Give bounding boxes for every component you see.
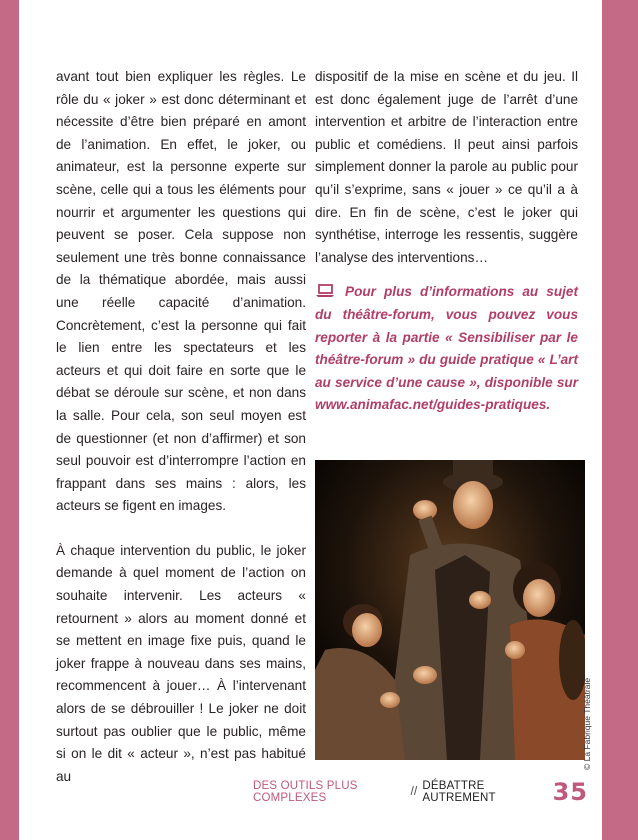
theatre-photo [315,460,585,760]
info-note-text: Pour plus d’informations au sujet du théâtre-forum, vous pouvez vous reporter à la partie « Sensibiliser par le théâtre-forum » du guide pratique « L’art au service d’une cause », disponible sur www.animafac.net/guides-pratiques. [315,284,578,413]
photo-credit: © La Fabrique Théâtrale [582,677,592,770]
footer-separator: // [410,786,418,798]
right-paragraph-1: dispositif de la mise en scène et du jeu. Il est donc également juge de l’arrêt d’une intervention et arbitre de l’interaction entre public et comédiens. Il peut ainsi parfois simplement donner la parole au public pour qu’il s’exprime, sans « jouer » ce qu’il a à dire. En fin de scène, c’est le joker qui synthétise, interroge les ressentis, suggère l’analyse des interventions… [315,69,578,265]
left-paragraph-1: avant tout bien expliquer les règles. Le rôle du « joker » est donc déterminant et nécessite d’être bien préparé en amont de l’animation. En effet, le joker, ou animateur, est la personne experte sur scène, celle qui a tous les éléments pour nourrir et argumenter les questions qui peuvent se poser. Cela suppose non seulement une très bonne connaissance de la thématique abordée, mais aussi une réelle capacité d’animation. Concrètement, c’est la personne qui fait le lien entre les spectateurs et les acteurs et qui doit faire en sorte que le débat se déroule sur scène, et non dans la salle. Pour cela, son seul moyen est de questionner (et non d’affirmer) et son seul pouvoir est d’interrompre l’action en frappant dans ses mains : alors, les acteurs se figent en images. [56,69,306,514]
left-paragraph-2: À chaque intervention du public, le joker demande à quel moment de l’action on souhaite intervenir. Les acteurs « retournent » alors au moment donné et se mettent en image fixe puis, quand le joker frappe à nouveau dans ses mains, recommencent à jouer… À l’intervenant alors de se débrouiller ! Le joker ne doit surtout pas oublier que le public, même si on le dit « acteur », n’est pas habitué au [56,542,306,784]
theatre-photo-illustration [315,460,585,760]
left-column [56,66,306,788]
right-column [315,66,578,417]
page-number: 35 [552,778,588,806]
page [19,0,602,840]
page-footer [253,778,588,806]
laptop-icon [315,283,335,297]
footer-title: DÉBATTRE AUTREMENT [422,780,496,804]
footer-section: DES OUTILS PLUS COMPLEXES [253,780,358,804]
info-note [315,281,578,417]
